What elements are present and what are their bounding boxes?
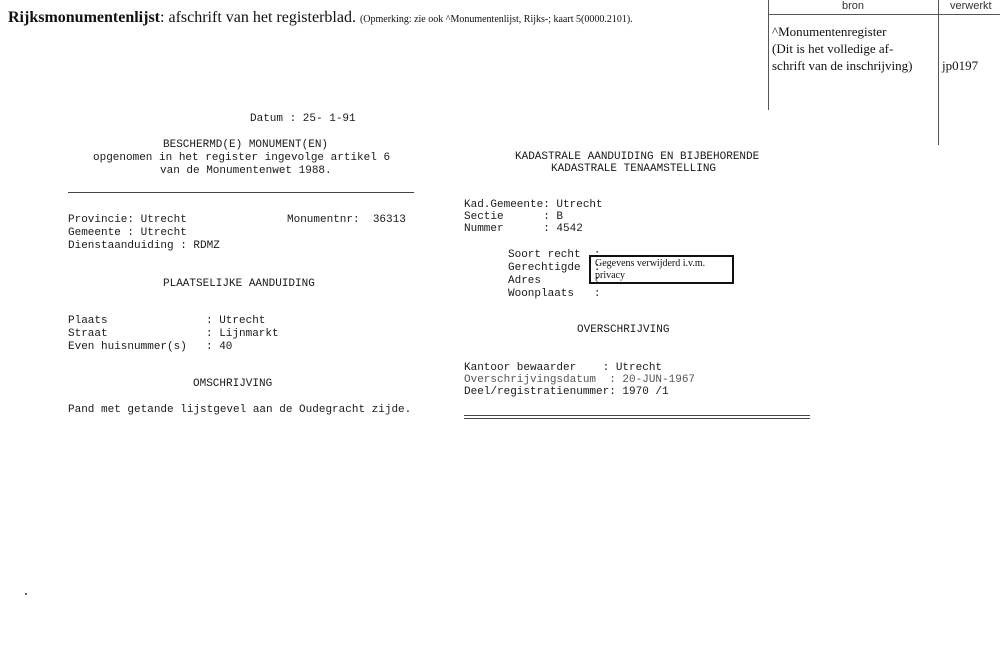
plaatselijk-heading: PLAATSELIJKE AANDUIDING: [163, 278, 315, 290]
col-verwerkt: verwerkt: [950, 0, 992, 12]
title-rest: : afschrift van het registerblad.: [160, 9, 356, 26]
col-bron: bron: [842, 0, 865, 12]
datum: Datum : 25- 1-91: [250, 113, 356, 125]
title-bold: Rijksmonumentenlijst: [8, 9, 161, 26]
dienstaanduiding: Dienstaanduiding : RDMZ: [68, 240, 220, 252]
woonplaats: Woonplaats :: [508, 288, 601, 300]
soort-recht: Soort recht :: [508, 249, 601, 261]
bron-line-2: (Dit is het volledige af-: [772, 41, 894, 56]
kad-heading-2: KADASTRALE TENAAMSTELLING: [551, 163, 717, 175]
huisnummer-value: : 40: [206, 341, 233, 353]
kantoor-bewaarder: Kantoor bewaarder : Utrecht: [464, 362, 663, 374]
title-note: (Opmerking: zie ook ^Monumentenlijst, Rijks-; kaart 5(0000.2101).: [359, 14, 633, 25]
table-header-rule: [768, 14, 1000, 15]
adres: Adres :: [508, 275, 601, 287]
privacy-redaction-box: Gegevens verwijderd i.v.m. privacy: [589, 255, 734, 284]
table-left-border: [768, 0, 769, 110]
sectie: Sectie : B: [464, 211, 564, 223]
straat-label: Straat: [68, 328, 108, 340]
omschrijving-heading: OMSCHRIJVING: [193, 378, 273, 390]
separator-right: [464, 415, 810, 419]
omschrijving-text: Pand met getande lijstgevel aan de Oudegracht zijde.: [68, 404, 412, 416]
overschrijving-heading: OVERSCHRIJVING: [577, 324, 670, 336]
gemeente: Gemeente : Utrecht: [68, 227, 187, 239]
bron-line-1: ^Monumentenregister: [772, 24, 887, 39]
huisnummer-label: Even huisnummer(s): [68, 341, 187, 353]
plaats-value: : Utrecht: [206, 315, 266, 327]
gerechtigde: Gerechtigde :: [508, 262, 601, 274]
heading-line-1: BESCHERMD(E) MONUMENT(EN): [163, 139, 329, 151]
deel-registratienummer: Deel/registratienummer: 1970 /1: [464, 386, 669, 398]
straat-value: : Lijnmarkt: [206, 328, 279, 340]
kad-gemeente: Kad.Gemeente: Utrecht: [464, 199, 603, 211]
nummer: Nummer : 4542: [464, 223, 583, 235]
plaats-label: Plaats: [68, 315, 108, 327]
monumentnr: Monumentnr: 36313: [287, 214, 406, 226]
scan-speck: [25, 593, 27, 595]
heading-line-3: van de Monumentenwet 1988.: [160, 165, 332, 177]
overschrijvingsdatum: Overschrijvingsdatum : 20-JUN-1967: [464, 374, 696, 386]
table-mid-border: [938, 0, 939, 145]
heading-line-2: opgenomen in het register ingevolge artikel 6: [93, 152, 391, 164]
verwerkt-value: jp0197: [942, 58, 979, 73]
separator-left: [68, 192, 414, 193]
bron-line-3: schrift van de inschrijving): [772, 58, 913, 73]
provincie: Provincie: Utrecht: [68, 214, 187, 226]
page-title: [8, 9, 633, 27]
kad-heading-1: KADASTRALE AANDUIDING EN BIJBEHORENDE: [515, 151, 760, 163]
